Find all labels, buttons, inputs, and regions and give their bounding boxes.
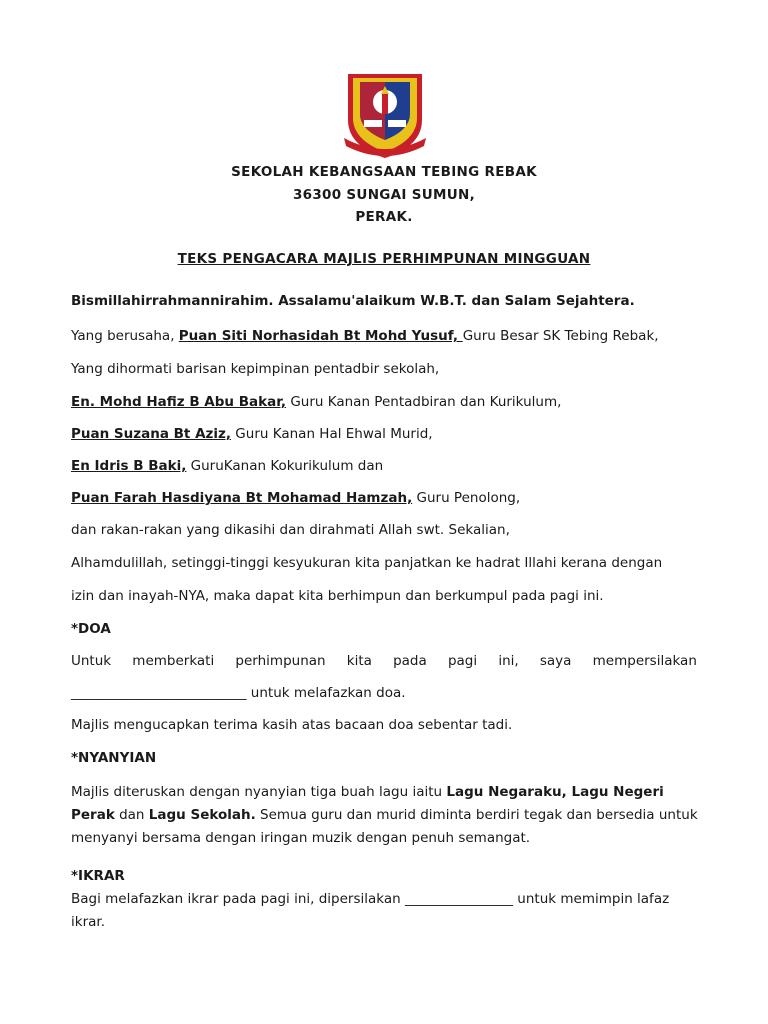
doa-blank-line: __________________________ untuk melafazkan doa. [71, 685, 406, 701]
doa-invitation: Untuk memberkati perhimpunan kita pada pagi ini, saya mempersilakan [71, 653, 697, 669]
ikrar-paragraph: Bagi melafazkan ikrar pada pagi ini, dipersilakan ________________ untuk memimpin lafaz ikrar. [71, 891, 670, 930]
school-name: SEKOLAH KEBANGSAAN TEBING REBAK [231, 164, 537, 180]
opening-line-2: izin dan inayah-NYA, maka dapat kita berhimpun dan berkumpul pada pagi ini. [71, 588, 604, 604]
nyanyian-paragraph: Majlis diteruskan dengan nyanyian tiga buah lagu iaitu Lagu Negaraku, Lagu Negeri Perak dan Lagu Sekolah. Semua guru dan murid diminta berdiri tegak dan bersedia untuk menyanyi bersama dengan iringan muzik dengan penuh semangat. [71, 784, 698, 846]
doa-name-blank: __________________________ [71, 685, 247, 701]
headmaster-name: Puan Siti Norhasidah Bt Mohd Yusuf, [178, 328, 463, 344]
salutation-line-1: Yang berusaha, Puan Siti Norhasidah Bt Mohd Yusuf, Guru Besar SK Tebing Rebak, [71, 328, 659, 344]
school-postcode-city: 36300 SUNGAI SUMUN, [292, 187, 476, 203]
ikrar-name-blank: ________________ [405, 891, 513, 907]
school-state: PERAK. [355, 209, 413, 225]
salutation-line-7: dan rakan-rakan yang dikasihi dan dirahmati Allah swt. Sekalian, [71, 522, 510, 538]
salutation-line-5: En Idris B Baki, GuruKanan Kokurikulum dan [71, 458, 384, 474]
document-title: TEKS PENGACARA MAJLIS PERHIMPUNAN MINGGUAN [177, 251, 591, 267]
nyanyian-heading: *NYANYIAN [71, 750, 157, 766]
ikrar-heading: *IKRAR [71, 868, 125, 884]
school-crest-logo [340, 68, 430, 160]
salutation-line-6: Puan Farah Hasdiyana Bt Mohamad Hamzah, Guru Penolong, [71, 490, 521, 506]
greeting: Bismillahirrahmannirahim. Assalamu'alaikum W.B.T. dan Salam Sejahtera. [71, 293, 635, 309]
opening-line-1: Alhamdulillah, setinggi-tinggi kesyukuran kita panjatkan ke hadrat Illahi kerana dengan [71, 555, 663, 571]
doa-thanks: Majlis mengucapkan terima kasih atas bacaan doa sebentar tadi. [71, 717, 513, 733]
salutation-line-2: Yang dihormati barisan kepimpinan pentadbir sekolah, [71, 361, 440, 377]
salutation-line-4: Puan Suzana Bt Aziz, Guru Kanan Hal Ehwal Murid, [71, 426, 433, 442]
salutation-line-3: En. Mohd Hafiz B Abu Bakar, Guru Kanan Pentadbiran dan Kurikulum, [71, 394, 562, 410]
doa-heading: *DOA [71, 621, 111, 637]
